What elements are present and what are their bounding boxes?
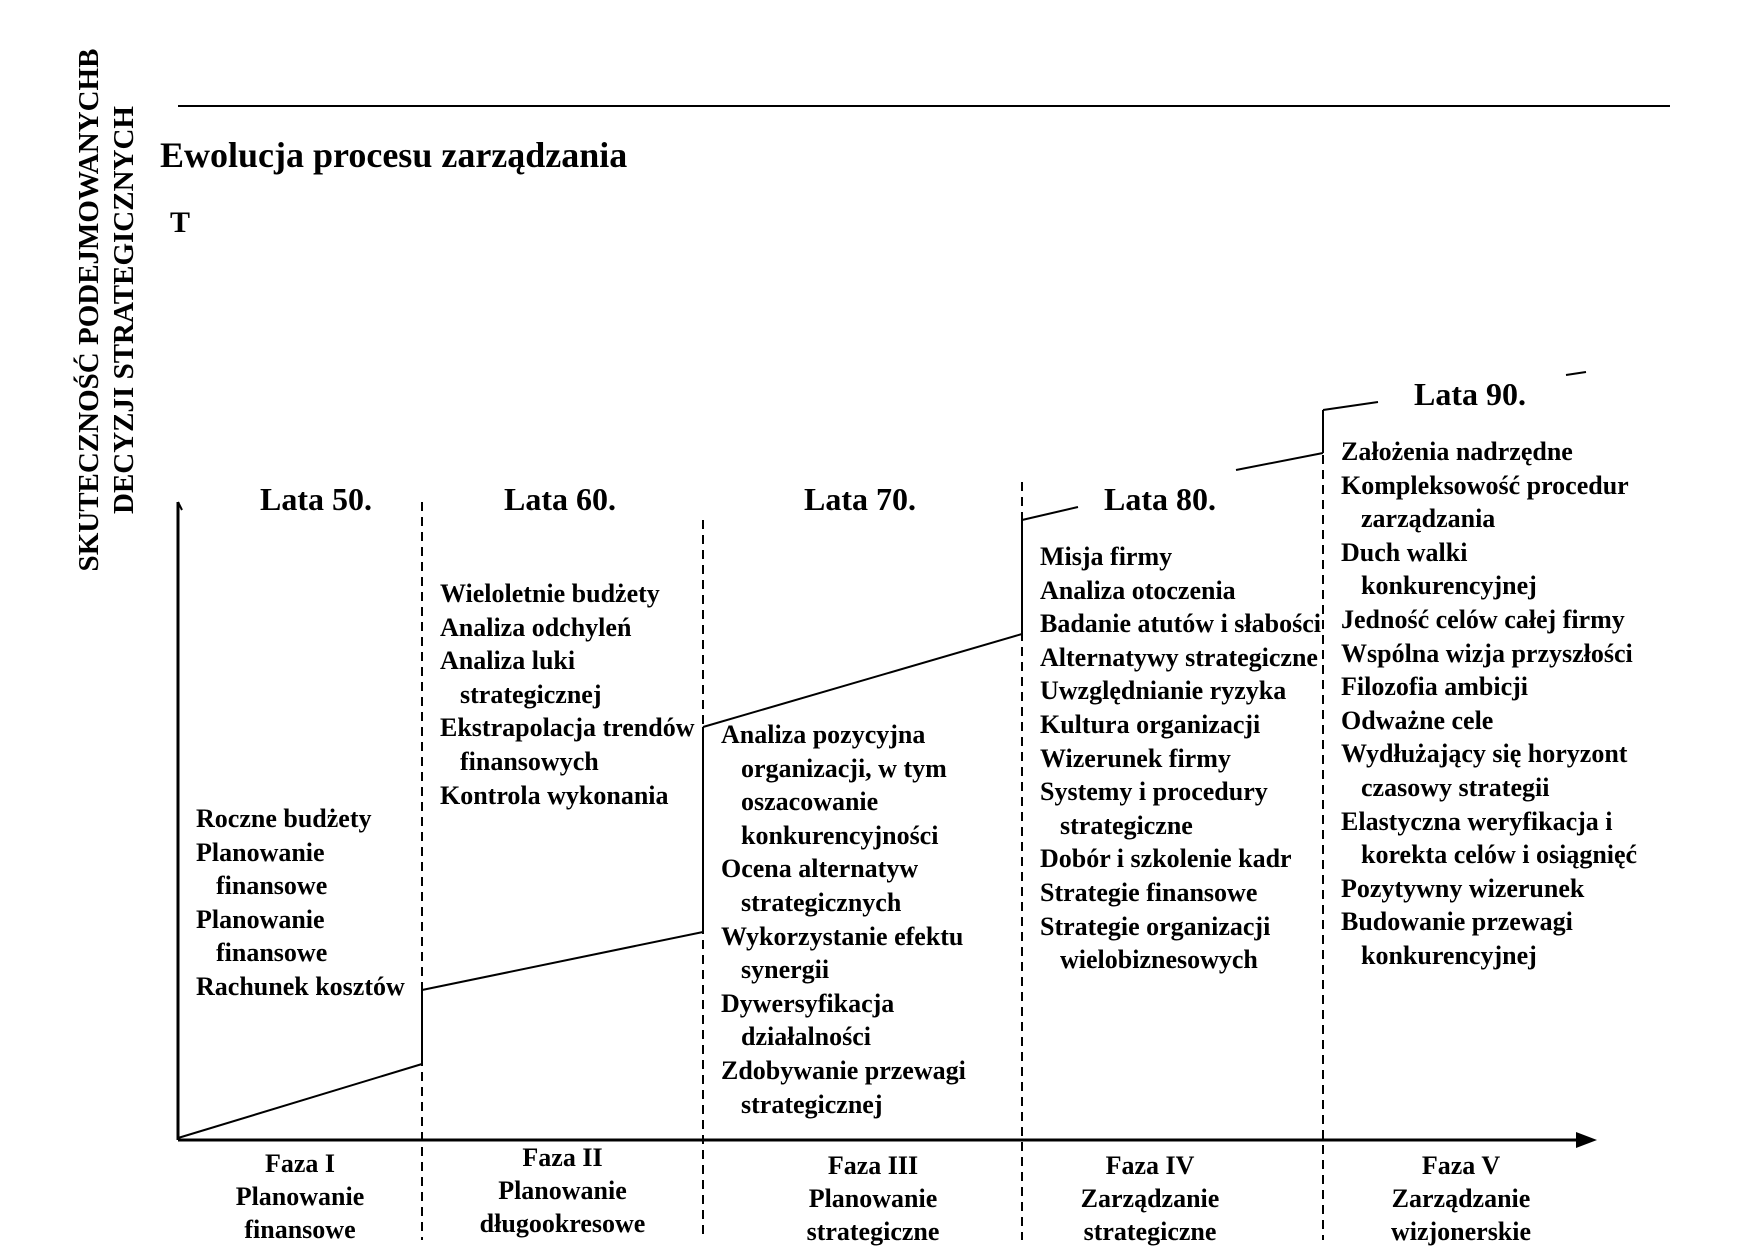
list-item: Dywersyfikacja działalności xyxy=(721,988,895,1052)
phase-name-line: Planowanie xyxy=(808,1184,938,1213)
title-area xyxy=(160,134,778,239)
list-item: Strategie organizacji wielobiznesowych xyxy=(1040,911,1271,975)
y-axis-label-line-2: DECYZJI STRATEGICZNYCH xyxy=(108,106,140,514)
list-item: Analiza otoczenia xyxy=(1040,575,1236,605)
era-label-70s: Lata 70. xyxy=(804,481,916,517)
phase-label-4 xyxy=(1022,1149,1278,1248)
list-item: Dobór i szkolenie kadr xyxy=(1040,844,1292,874)
y-axis-label-line-1: SKUTECZNOŚĆ PODEJMOWANYCHB xyxy=(73,48,105,572)
era-items-70s xyxy=(721,718,1018,1121)
x-axis-arrowhead xyxy=(1576,1132,1597,1148)
era-label-80s: Lata 80. xyxy=(1104,481,1216,517)
list-item: Elastyczna weryfikacja i korekta celów i osiągnięć xyxy=(1341,806,1638,870)
list-item: Strategie finansowe xyxy=(1040,877,1258,907)
list-item: Odważne cele xyxy=(1341,705,1494,735)
phase-label-3 xyxy=(723,1149,1023,1248)
list-item: Analiza pozycyjna organizacji, w tym oszacowanie konkurencyjności xyxy=(721,720,947,850)
list-item: Duch walki konkurencyjnej xyxy=(1341,537,1537,601)
list-item: Roczne budżety xyxy=(196,804,372,833)
era-label-50s: Lata 50. xyxy=(260,481,372,517)
phase-number: Faza II xyxy=(522,1143,603,1172)
phase-name-line: długookresowe xyxy=(479,1209,646,1238)
list-item: Wydłużający się horyzont czasowy strategii xyxy=(1341,739,1628,802)
stair-cap-3 xyxy=(1022,507,1078,520)
phase-name-line: wizjonerskie xyxy=(1390,1217,1532,1246)
diagram-title: Ewolucja procesu zarządzania xyxy=(160,135,628,175)
list-item: Budowanie przewagi konkurencyjnej xyxy=(1341,907,1573,970)
phase-name-line: Zarządzanie xyxy=(1391,1184,1531,1213)
phase-name-line: Planowanie xyxy=(498,1176,627,1205)
era-items-90s xyxy=(1341,435,1646,973)
stair-slope-1 xyxy=(178,1064,422,1138)
y-axis-label xyxy=(72,25,142,595)
list-item: Misja firmy xyxy=(1040,542,1173,571)
stair-slope-3 xyxy=(703,634,1022,727)
phase-label-2 xyxy=(422,1141,703,1240)
phase-label-1 xyxy=(178,1147,422,1246)
list-item: Analiza odchyleń xyxy=(440,612,632,642)
list-item: Wspólna wizja przyszłości xyxy=(1341,638,1633,668)
phase-number: Faza IV xyxy=(1105,1151,1195,1180)
phase-name-line: strategiczne xyxy=(1083,1217,1217,1246)
title-fragment: T xyxy=(170,206,191,239)
list-item: Kompleksowość procedur zarządzania xyxy=(1341,470,1629,534)
phase-name-line: finansowe xyxy=(244,1215,356,1244)
stair-slope-4 xyxy=(1236,453,1323,470)
list-item: Rachunek kosztów xyxy=(196,971,405,1001)
stair-slope-2 xyxy=(422,932,703,990)
list-item: Uwzględnianie ryzyka xyxy=(1040,676,1287,706)
list-item: Ekstrapolacja trendów finansowych xyxy=(440,713,695,776)
list-item: Alternatywy strategiczne xyxy=(1040,642,1318,672)
list-item: Analiza luki strategicznej xyxy=(440,646,602,709)
list-item: Założenia nadrzędne xyxy=(1341,437,1573,466)
list-item: Jedność celów całej firmy xyxy=(1341,604,1625,634)
phase-name-line: Zarządzanie xyxy=(1080,1184,1220,1213)
phase-label-5 xyxy=(1323,1149,1599,1248)
era-items-80s xyxy=(1040,540,1322,977)
list-item: Zdobywanie przewagi strategicznej xyxy=(721,1055,966,1119)
list-item: Kontrola wykonania xyxy=(440,780,669,810)
era-items-60s xyxy=(440,577,700,812)
list-item: Filozofia ambicji xyxy=(1341,672,1529,702)
phase-number: Faza V xyxy=(1421,1151,1501,1180)
list-item: Planowanie finansowe xyxy=(196,837,328,901)
phase-number: Faza I xyxy=(264,1149,336,1178)
stair-tail xyxy=(1566,372,1586,375)
list-item: Planowanie finansowe xyxy=(196,904,328,968)
era-label-60s: Lata 60. xyxy=(504,481,616,517)
list-item: Wykorzystanie efektu synergii xyxy=(721,921,964,985)
list-item: Pozytywny wizerunek xyxy=(1341,873,1585,903)
list-item: Systemy i procedury strategiczne xyxy=(1040,777,1268,840)
list-item: Wieloletnie budżety xyxy=(440,579,660,608)
phase-number: Faza III xyxy=(827,1151,919,1180)
phase-name-line: Planowanie xyxy=(235,1182,365,1211)
list-item: Wizerunek firmy xyxy=(1040,743,1231,773)
list-item: Badanie atutów i słabości xyxy=(1040,609,1321,639)
list-item: Ocena alternatyw strategicznych xyxy=(721,854,919,917)
stair-cap-4 xyxy=(1323,402,1378,410)
list-item: Kultura organizacji xyxy=(1040,709,1261,739)
phase-name-line: strategiczne xyxy=(806,1217,940,1246)
era-items-50s xyxy=(196,802,411,1004)
era-label-90s: Lata 90. xyxy=(1414,376,1526,412)
